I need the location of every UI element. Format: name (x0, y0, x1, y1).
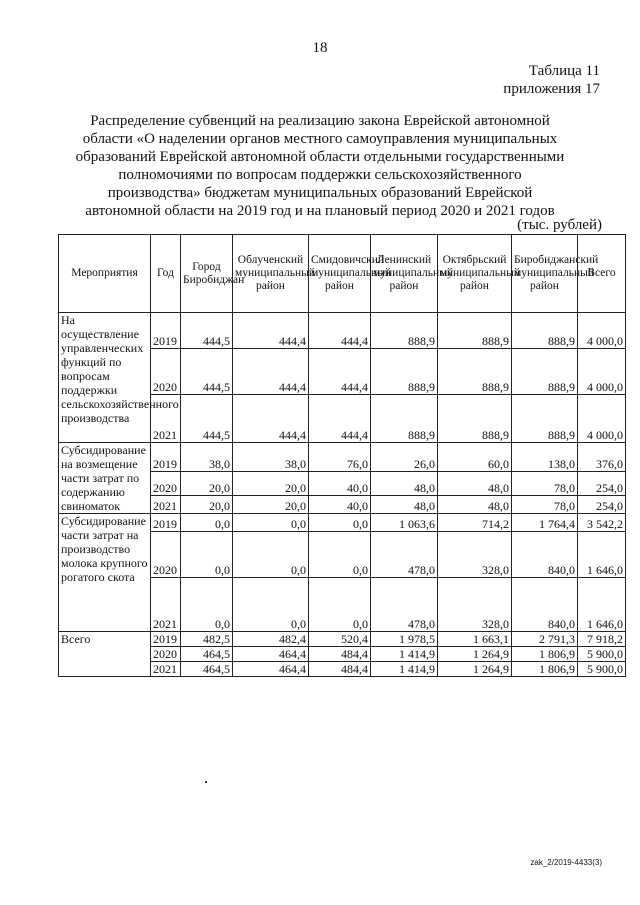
value-cell: 48,0 (371, 471, 438, 495)
year-cell: 2020 (151, 532, 181, 578)
value-cell: 0,0 (181, 514, 233, 532)
value-cell: 26,0 (371, 443, 438, 472)
year-cell: 2020 (151, 647, 181, 662)
value-cell: 714,2 (438, 514, 512, 532)
year-cell: 2021 (151, 578, 181, 632)
value-cell: 888,9 (512, 313, 578, 349)
value-cell: 0,0 (309, 578, 371, 632)
value-cell: 7 918,2 (578, 632, 626, 647)
value-cell: 888,9 (512, 349, 578, 395)
row-label: Субсидирование на возмещение части затрат по содержанию свиноматок (59, 443, 151, 514)
value-cell: 444,4 (309, 349, 371, 395)
value-cell: 0,0 (309, 514, 371, 532)
header-row (59, 235, 626, 313)
appendix-number: приложения 17 (503, 81, 600, 97)
value-cell: 0,0 (309, 532, 371, 578)
value-cell: 478,0 (371, 578, 438, 632)
value-cell: 328,0 (438, 578, 512, 632)
year-cell: 2020 (151, 471, 181, 495)
value-cell: 1 264,9 (438, 662, 512, 677)
value-cell: 444,5 (181, 349, 233, 395)
value-cell: 444,4 (233, 349, 309, 395)
header-cell: Смидовичский муниципальный район (309, 235, 371, 313)
header-cell: Всего (578, 235, 626, 313)
value-cell: 888,9 (438, 395, 512, 443)
value-cell: 1 978,5 (371, 632, 438, 647)
value-cell: 5 900,0 (578, 662, 626, 677)
year-cell: 2019 (151, 632, 181, 647)
year-cell: 2021 (151, 662, 181, 677)
value-cell: 464,4 (233, 662, 309, 677)
header-cell: Облученский муниципальный район (233, 235, 309, 313)
value-cell: 444,5 (181, 395, 233, 443)
value-cell: 254,0 (578, 471, 626, 495)
value-cell: 888,9 (438, 313, 512, 349)
value-cell: 20,0 (233, 471, 309, 495)
table-caption: Распределение субвенций на реализацию закона Еврейской автономной области «О наделении органов местного самоуправления муниципальных образований Еврейской автономной области отдельными государственными полномочиями по вопросам поддержки сельскохозяйственного производства» бюджетам муниципальных образований Еврейской автономной области на 2019 год и на плановый период 2020 и 2021 годов (75, 113, 565, 219)
subvention-table (58, 234, 626, 677)
year-cell: 2019 (151, 514, 181, 532)
year-cell: 2021 (151, 395, 181, 443)
value-cell: 482,4 (233, 632, 309, 647)
table-row (59, 632, 626, 647)
units-label: (тыс. рублей) (517, 217, 602, 233)
header-cell: Мероприятия (59, 235, 151, 313)
value-cell: 484,4 (309, 647, 371, 662)
value-cell: 78,0 (512, 471, 578, 495)
value-cell: 48,0 (371, 495, 438, 513)
value-cell: 4 000,0 (578, 313, 626, 349)
value-cell: 444,4 (309, 395, 371, 443)
value-cell: 1 764,4 (512, 514, 578, 532)
value-cell: 0,0 (233, 514, 309, 532)
row-label: Всего (59, 632, 151, 677)
header-cell: Октябрьский муниципальный район (438, 235, 512, 313)
value-cell: 444,4 (233, 395, 309, 443)
value-cell: 40,0 (309, 471, 371, 495)
value-cell: 5 900,0 (578, 647, 626, 662)
year-cell: 2020 (151, 349, 181, 395)
value-cell: 40,0 (309, 495, 371, 513)
value-cell: 478,0 (371, 532, 438, 578)
row-label: Субсидирование части затрат на производство молока крупного рогатого скота (59, 514, 151, 632)
value-cell: 888,9 (512, 395, 578, 443)
value-cell: 0,0 (233, 532, 309, 578)
value-cell: 1 806,9 (512, 662, 578, 677)
header-cell: Биробиджанский муниципальный район (512, 235, 578, 313)
header-cell: Город Биробиджан (181, 235, 233, 313)
value-cell: 0,0 (233, 578, 309, 632)
value-cell: 4 000,0 (578, 395, 626, 443)
stray-mark (205, 781, 207, 783)
year-cell: 2019 (151, 443, 181, 472)
value-cell: 20,0 (233, 495, 309, 513)
value-cell: 1 414,9 (371, 662, 438, 677)
year-cell: 2019 (151, 313, 181, 349)
value-cell: 254,0 (578, 495, 626, 513)
value-cell: 38,0 (181, 443, 233, 472)
value-cell: 376,0 (578, 443, 626, 472)
value-cell: 20,0 (181, 471, 233, 495)
header-cell: Год (151, 235, 181, 313)
value-cell: 1 663,1 (438, 632, 512, 647)
value-cell: 1 264,9 (438, 647, 512, 662)
value-cell: 484,4 (309, 662, 371, 677)
page-number: 18 (312, 40, 328, 56)
value-cell: 1 806,9 (512, 647, 578, 662)
value-cell: 482,5 (181, 632, 233, 647)
value-cell: 138,0 (512, 443, 578, 472)
document-code: zak_2/2019-4433(3) (530, 858, 602, 867)
value-cell: 888,9 (438, 349, 512, 395)
header-cell: Ленинский муниципальный район (371, 235, 438, 313)
value-cell: 48,0 (438, 471, 512, 495)
value-cell: 1 646,0 (578, 532, 626, 578)
value-cell: 0,0 (181, 578, 233, 632)
value-cell: 888,9 (371, 395, 438, 443)
value-cell: 464,4 (233, 647, 309, 662)
year-cell: 2021 (151, 495, 181, 513)
value-cell: 444,5 (181, 313, 233, 349)
value-cell: 20,0 (181, 495, 233, 513)
value-cell: 60,0 (438, 443, 512, 472)
value-cell: 840,0 (512, 532, 578, 578)
table-row (59, 514, 626, 532)
value-cell: 520,4 (309, 632, 371, 647)
value-cell: 38,0 (233, 443, 309, 472)
value-cell: 840,0 (512, 578, 578, 632)
value-cell: 888,9 (371, 313, 438, 349)
table-row (59, 443, 626, 472)
value-cell: 4 000,0 (578, 349, 626, 395)
row-label: На осуществление управленческих функций по вопросам поддержки сельскохозяйственного производства (59, 313, 151, 443)
table-number: Таблица 11 (528, 63, 600, 79)
value-cell: 78,0 (512, 495, 578, 513)
table-reference (503, 62, 600, 98)
value-cell: 328,0 (438, 532, 512, 578)
value-cell: 444,4 (309, 313, 371, 349)
value-cell: 3 542,2 (578, 514, 626, 532)
value-cell: 1 063,6 (371, 514, 438, 532)
value-cell: 464,5 (181, 647, 233, 662)
table-row (59, 313, 626, 349)
value-cell: 1 646,0 (578, 578, 626, 632)
value-cell: 2 791,3 (512, 632, 578, 647)
value-cell: 444,4 (233, 313, 309, 349)
value-cell: 464,5 (181, 662, 233, 677)
value-cell: 48,0 (438, 495, 512, 513)
value-cell: 1 414,9 (371, 647, 438, 662)
value-cell: 888,9 (371, 349, 438, 395)
value-cell: 0,0 (181, 532, 233, 578)
value-cell: 76,0 (309, 443, 371, 472)
